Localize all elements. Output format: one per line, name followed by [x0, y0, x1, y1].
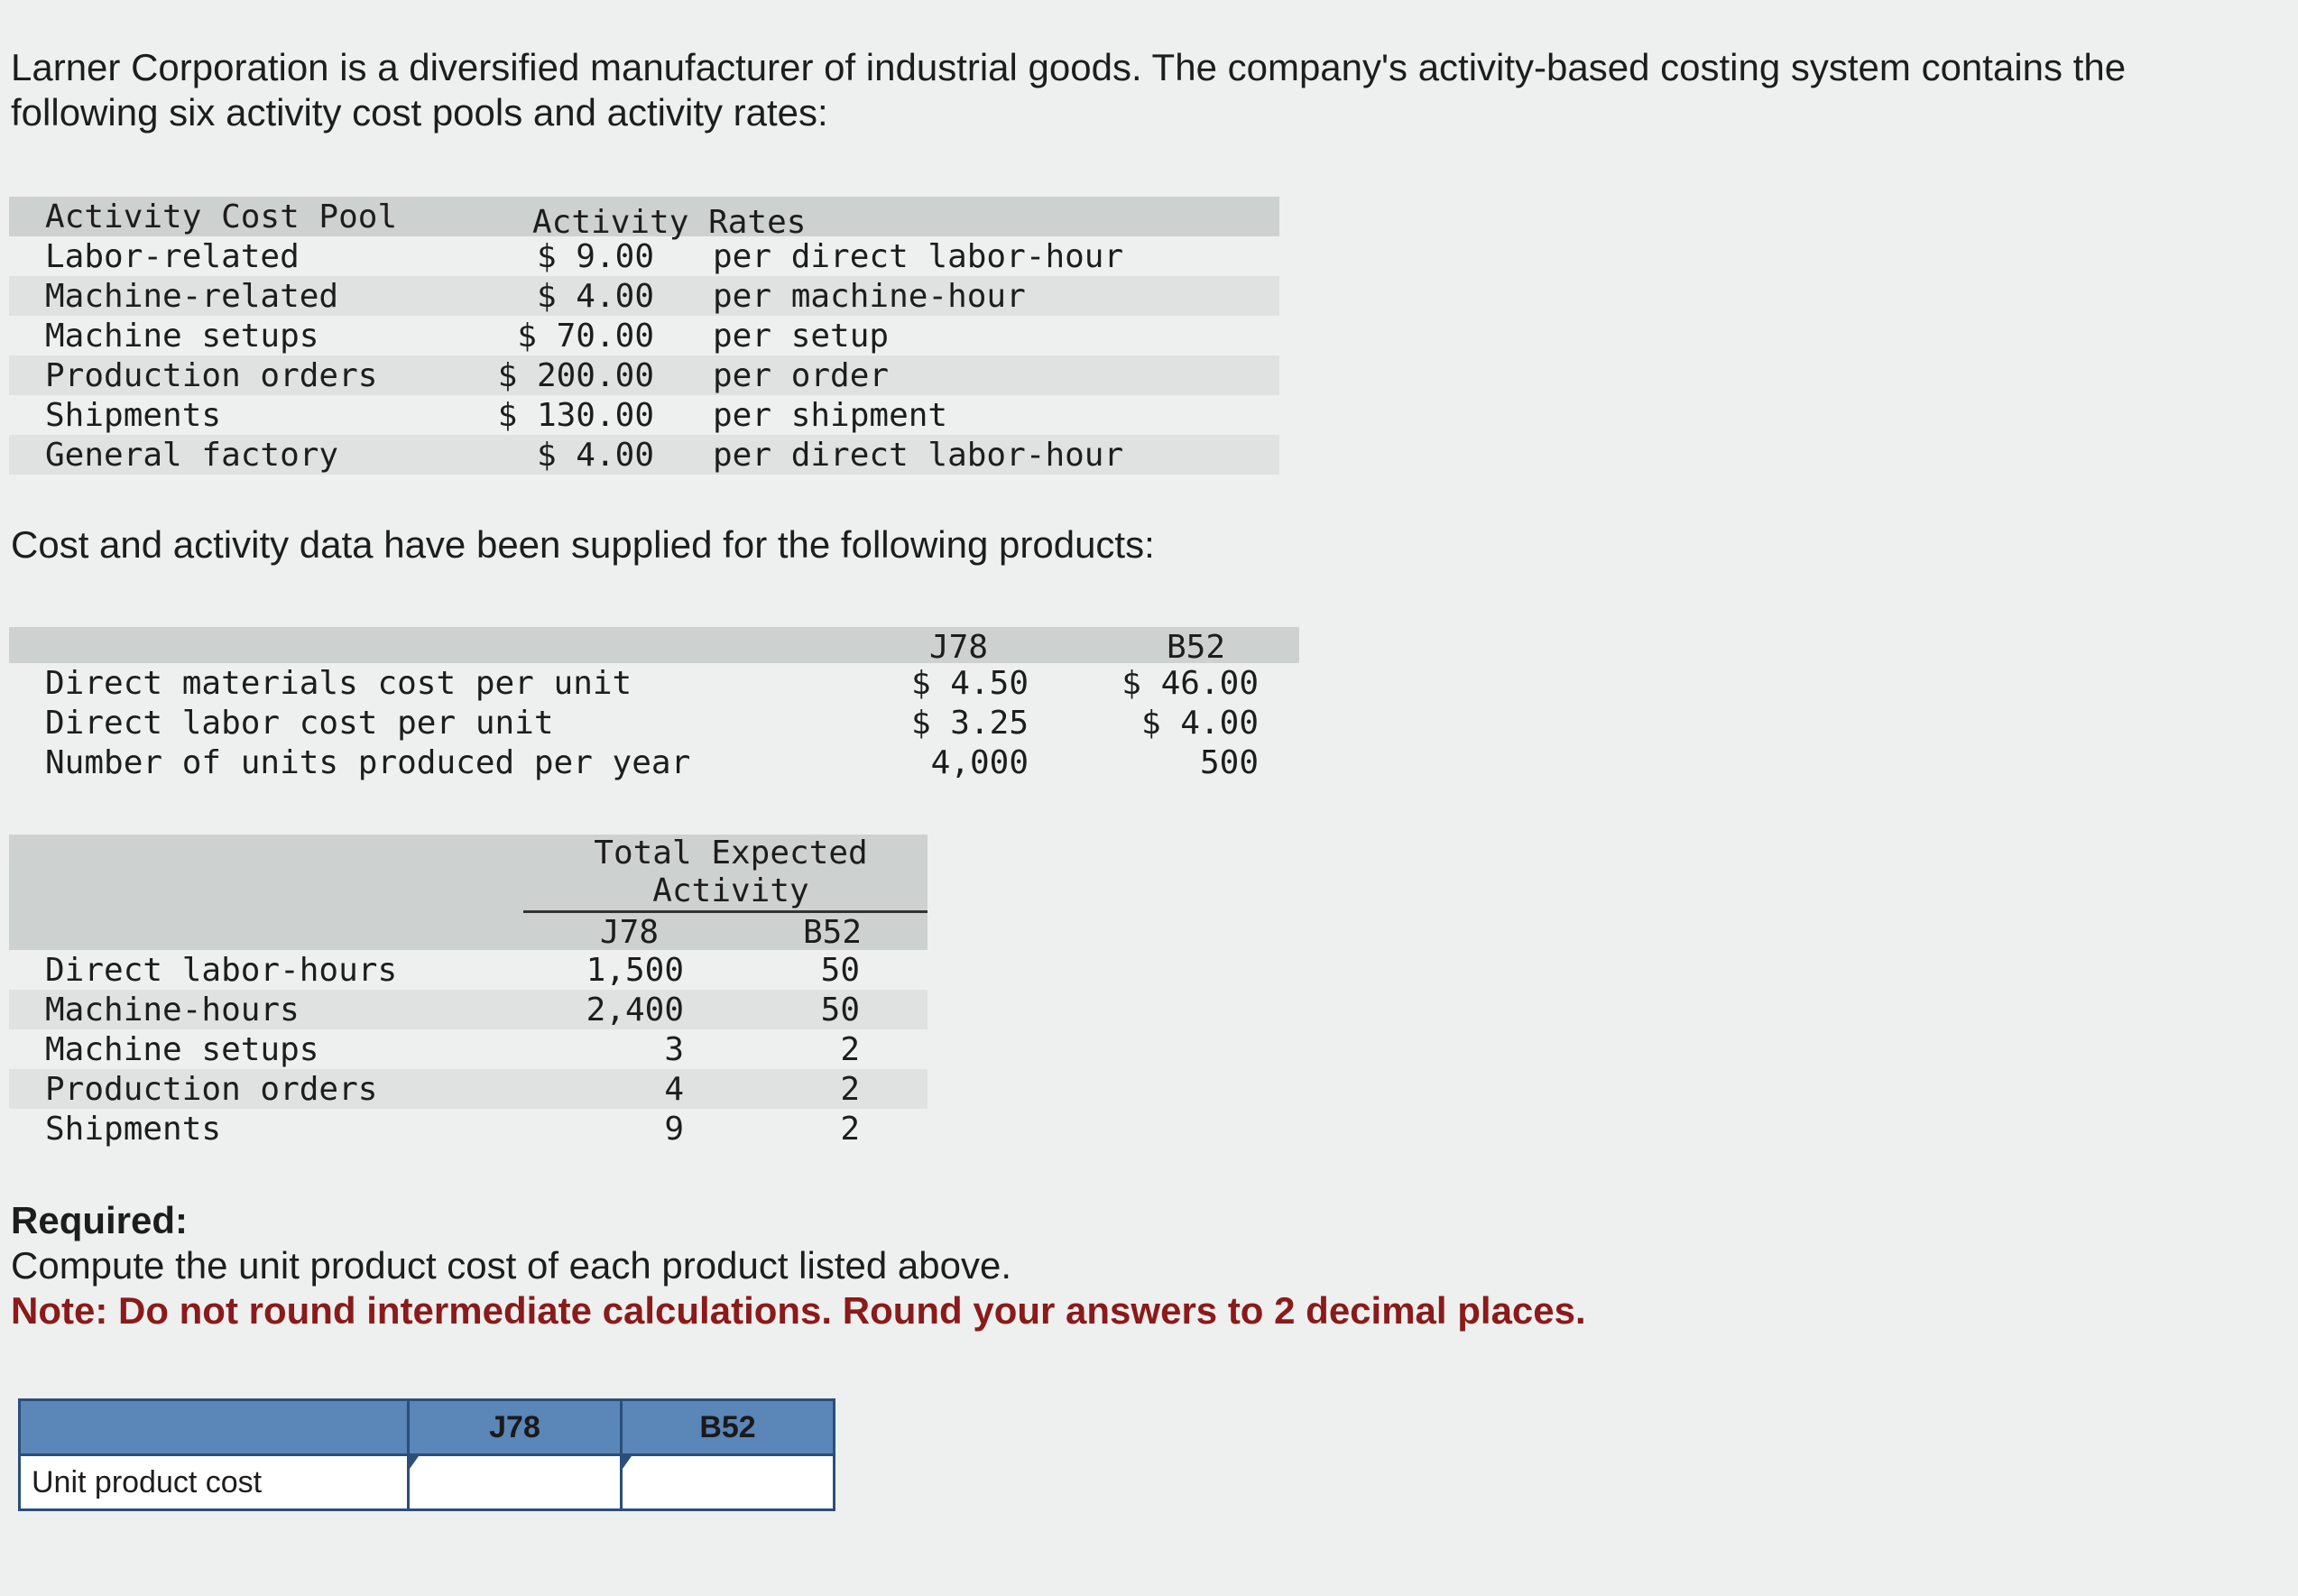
- input-marker-icon: [623, 1456, 632, 1469]
- row-label: Direct materials cost per unit: [45, 665, 632, 702]
- col-header-b52: B52: [1167, 629, 1226, 666]
- j78-answer-cell[interactable]: [409, 1455, 622, 1510]
- answer-col-header-j78: J78: [409, 1400, 622, 1455]
- intro-line-1: Larner Corporation is a diversified manufacturer of industrial goods. The company's activity-based costing system contains the: [11, 46, 2127, 88]
- j78-value: 1,500: [586, 952, 684, 989]
- rate-unit: per order: [713, 357, 890, 394]
- rates-row: [9, 236, 1279, 276]
- activity-row: [9, 1109, 928, 1149]
- required-heading: Required:: [11, 1199, 189, 1241]
- answer-header-blank: [20, 1400, 409, 1455]
- b52-value: 50: [820, 952, 860, 989]
- expected-activity-table: [9, 835, 928, 1149]
- activity-header: [9, 835, 928, 950]
- b52-value: 2: [840, 1111, 860, 1148]
- rate-unit: per machine-hour: [713, 278, 1026, 315]
- activity-row: [9, 990, 928, 1029]
- header-underline: [523, 910, 928, 913]
- product-row: [9, 663, 1299, 703]
- j78-value: 3: [664, 1031, 684, 1068]
- j78-value: 4,000: [930, 744, 1029, 781]
- pool-name: Machine setups: [45, 318, 319, 355]
- required-instruction: Compute the unit product cost of each product listed above.: [11, 1244, 1012, 1287]
- row-label: Direct labor-hours: [45, 952, 398, 989]
- rate-value: $ 4.00: [536, 437, 654, 474]
- activity-title: [523, 835, 938, 910]
- rate-unit: per setup: [713, 318, 890, 355]
- j78-value: 4: [664, 1071, 684, 1108]
- rate-value: $ 4.00: [536, 278, 654, 315]
- required-note: Note: Do not round intermediate calculations. Round your answers to 2 decimal places.: [11, 1289, 1586, 1332]
- rates-row: [9, 355, 1279, 395]
- b52-value: $ 46.00: [1121, 665, 1259, 702]
- j78-value: 2,400: [586, 992, 684, 1029]
- activity-row: [9, 1029, 928, 1069]
- answer-grid: [18, 1398, 835, 1511]
- rate-value: $ 70.00: [517, 318, 654, 355]
- j78-value: $ 3.25: [910, 705, 1029, 742]
- col-header-j78: J78: [600, 914, 660, 951]
- product-row: [9, 743, 1299, 782]
- row-label: Machine setups: [45, 1031, 319, 1068]
- b52-value: 50: [820, 992, 860, 1029]
- answer-row-label: Unit product cost: [20, 1455, 409, 1510]
- j78-value: 9: [664, 1111, 684, 1148]
- product-header-row: [9, 627, 1299, 666]
- problem-intro: [11, 45, 2248, 135]
- activity-title-line-1: Total Expected: [594, 835, 868, 872]
- col-header-rates: Activity Rates: [532, 204, 807, 241]
- rates-row: [9, 316, 1279, 355]
- rates-row: [9, 395, 1279, 435]
- b52-value: 2: [840, 1071, 860, 1108]
- activity-row: [9, 1069, 928, 1109]
- col-header-j78: J78: [929, 629, 989, 666]
- rate-unit: per shipment: [713, 397, 948, 434]
- rate-value: $ 130.00: [497, 397, 654, 434]
- row-label: Number of units produced per year: [45, 744, 691, 781]
- rate-unit: per direct labor-hour: [713, 238, 1124, 275]
- answer-col-header-b52: B52: [622, 1400, 835, 1455]
- b52-unit-cost-input[interactable]: [623, 1456, 833, 1508]
- pool-name: General factory: [45, 437, 339, 474]
- b52-value: $ 4.00: [1140, 705, 1259, 742]
- pool-name: Machine-related: [45, 278, 339, 315]
- activity-row: [9, 950, 928, 990]
- input-marker-icon: [410, 1456, 419, 1469]
- pool-name: Labor-related: [45, 238, 300, 275]
- intro-line-2: following six activity cost pools and activity rates:: [11, 91, 828, 134]
- data-subheading: Cost and activity data have been supplied for the following products:: [11, 523, 1155, 566]
- product-row: [9, 703, 1299, 743]
- row-label: Production orders: [45, 1071, 378, 1108]
- rate-unit: per direct labor-hour: [713, 437, 1124, 474]
- rate-value: $ 9.00: [536, 238, 654, 275]
- row-label: Shipments: [45, 1111, 222, 1148]
- activity-rates-table: [9, 197, 1279, 475]
- required-section: [11, 1198, 1586, 1333]
- row-label: Machine-hours: [45, 992, 300, 1029]
- answer-row: [20, 1455, 835, 1510]
- b52-value: 2: [840, 1031, 860, 1068]
- answer-header-row: [20, 1400, 835, 1455]
- col-header-pool: Activity Cost Pool: [45, 198, 398, 235]
- b52-answer-cell[interactable]: [622, 1455, 835, 1510]
- rate-value: $ 200.00: [497, 357, 654, 394]
- pool-name: Production orders: [45, 357, 378, 394]
- j78-value: $ 4.50: [910, 665, 1029, 702]
- activity-title-line-2: Activity: [652, 872, 809, 909]
- row-label: Direct labor cost per unit: [45, 705, 554, 742]
- rates-row: [9, 276, 1279, 316]
- j78-unit-cost-input[interactable]: [410, 1456, 620, 1508]
- product-cost-table: [9, 627, 1299, 782]
- rates-row: [9, 435, 1279, 475]
- rates-header-row: [9, 197, 1279, 241]
- b52-value: 500: [1199, 744, 1259, 781]
- col-header-b52: B52: [803, 914, 863, 951]
- pool-name: Shipments: [45, 397, 222, 434]
